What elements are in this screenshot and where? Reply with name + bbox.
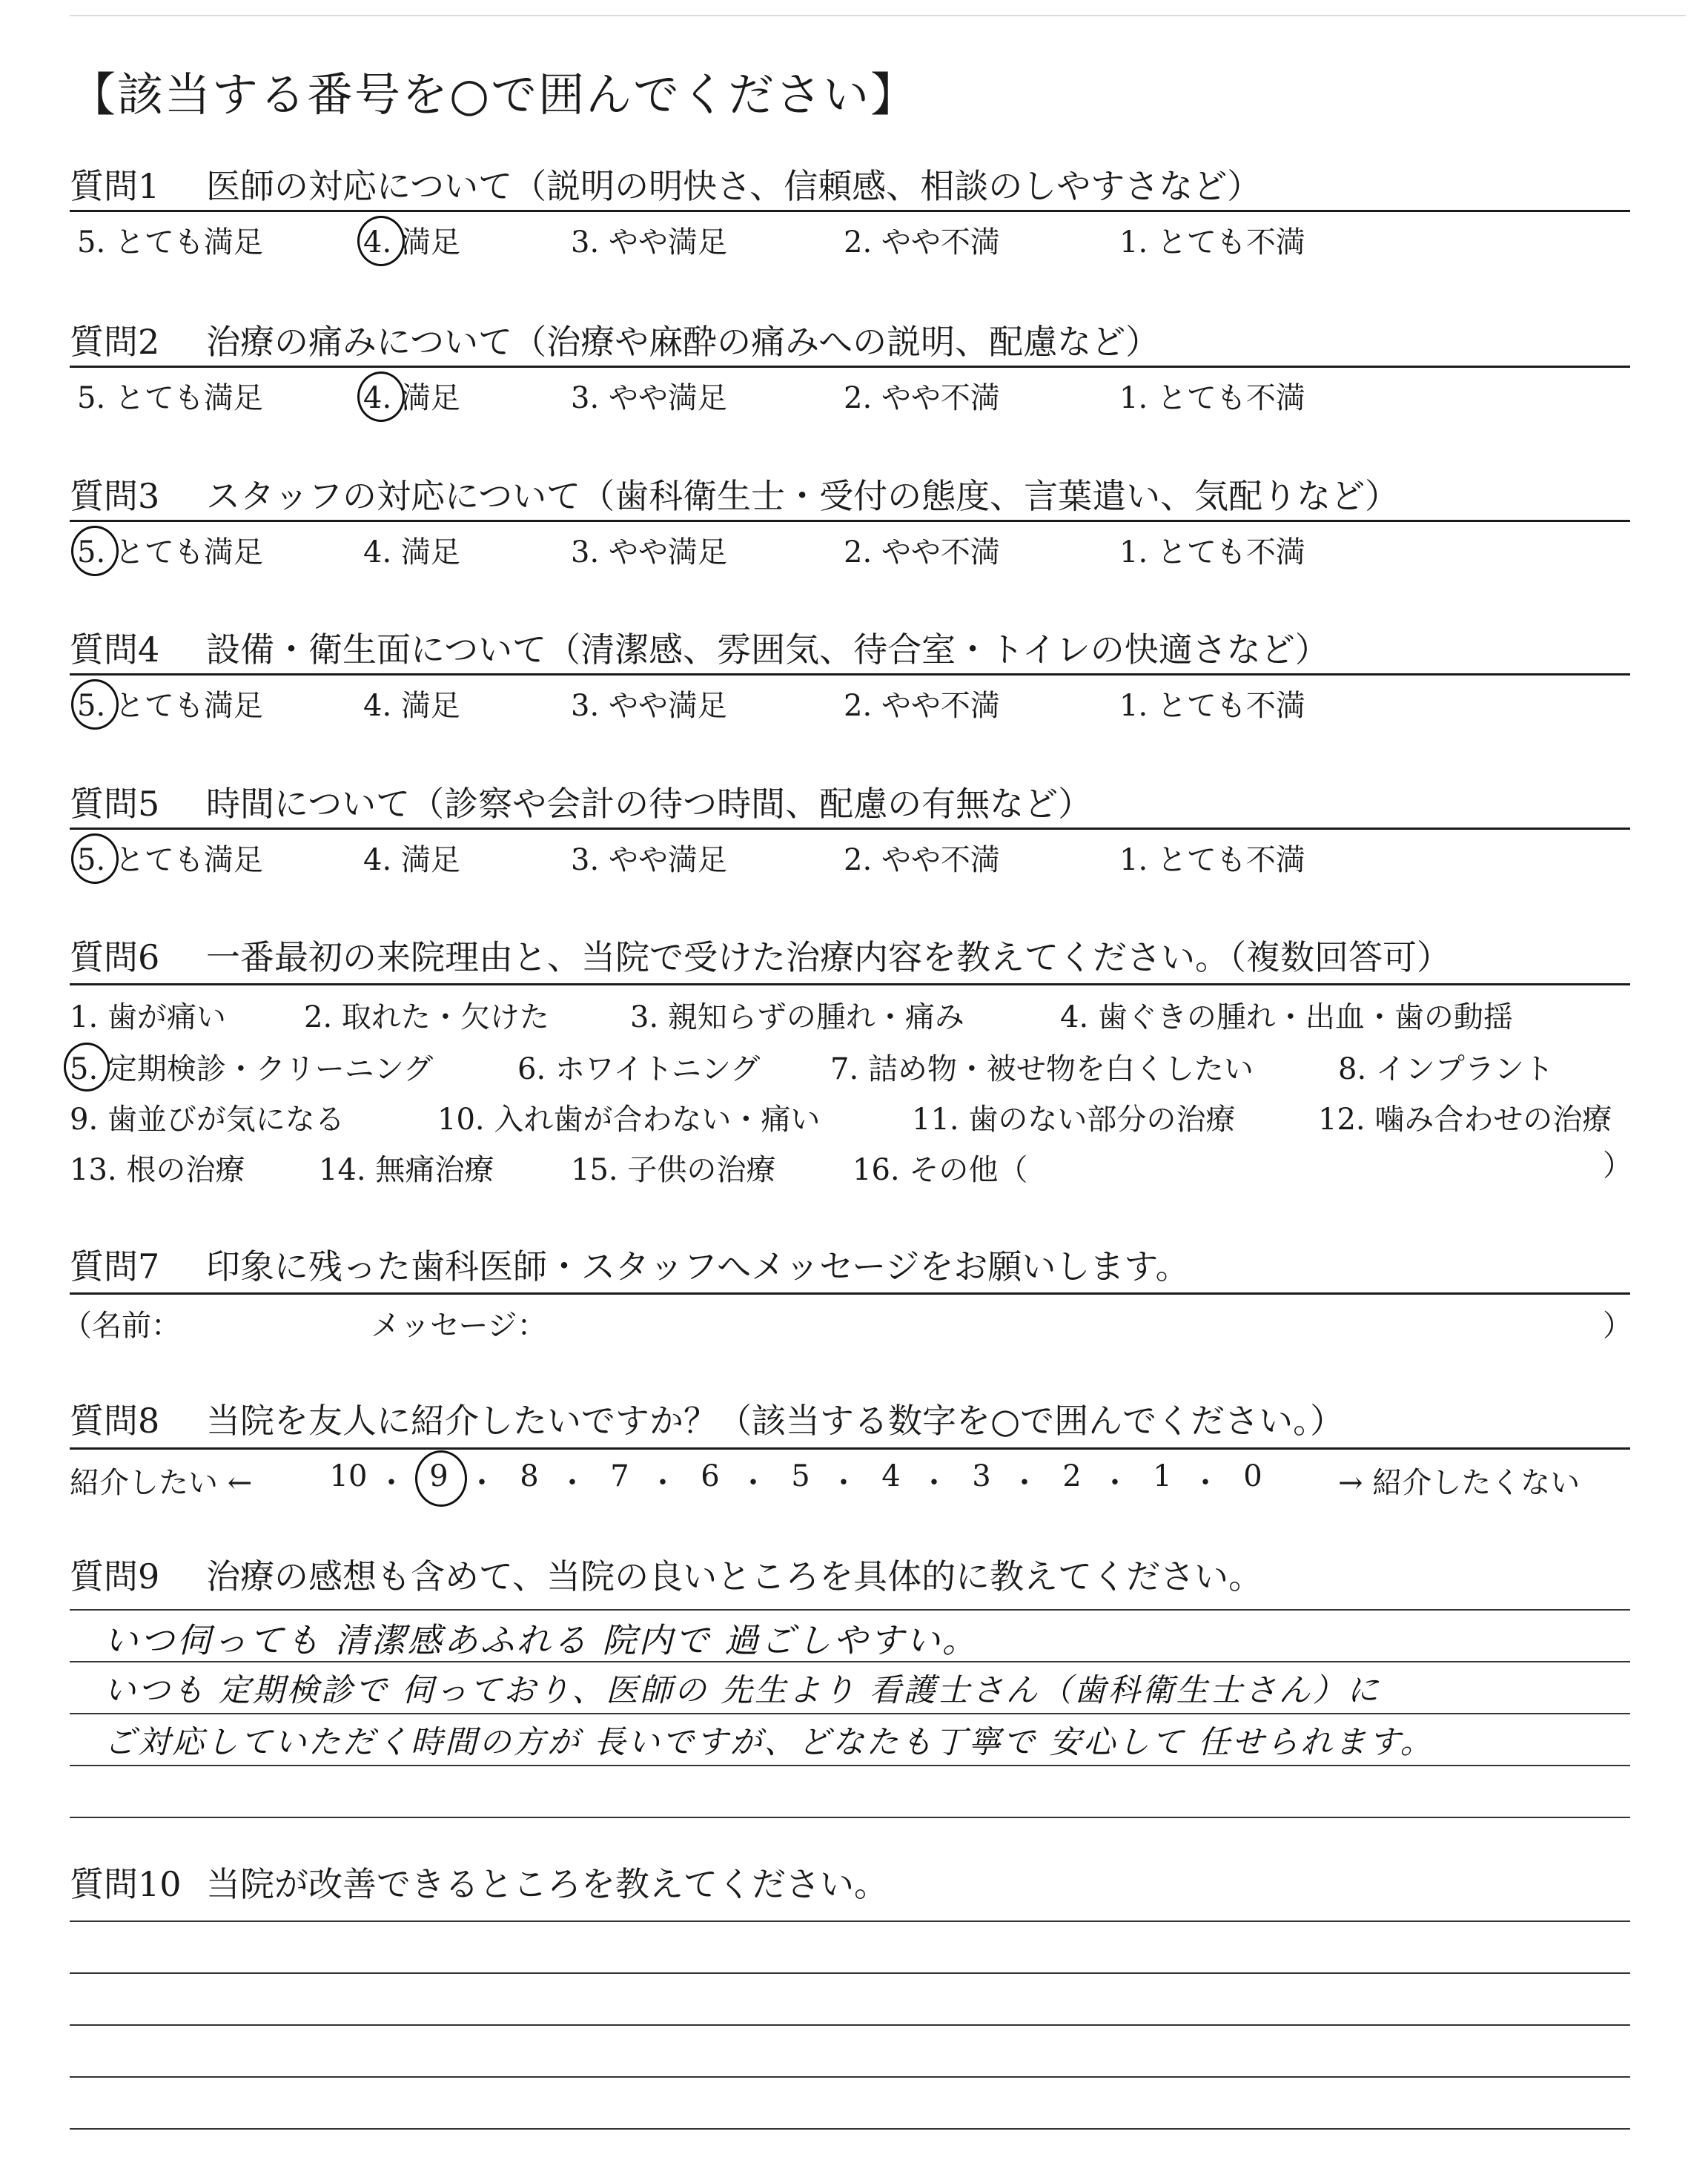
q6-option[interactable]: 11. 歯のない部分の治療	[912, 1103, 1236, 1137]
question-label: 質問2	[70, 322, 160, 362]
question-rule	[70, 520, 1630, 522]
q8-right-label: → 紹介したくない	[1338, 1466, 1580, 1500]
scale-number[interactable]: 1	[1153, 1459, 1172, 1493]
q9-text: 治療の感想も含めて、当院の良いところを具体的に教えてください。	[206, 1556, 1263, 1596]
question-text: スタッフの対応について（歯科衛生士・受付の態度、言葉遣い、気配りなど）	[206, 476, 1400, 516]
selected-answer-circle	[71, 526, 119, 576]
q6-option[interactable]: 1. 歯が痛い	[70, 1000, 226, 1034]
rating-option[interactable]: 2. やや不満	[844, 225, 1000, 260]
selected-answer-circle	[64, 1043, 110, 1091]
rating-option[interactable]: 1. とても不満	[1119, 535, 1305, 569]
rating-option[interactable]: 3. やや満足	[571, 843, 727, 877]
q6-option[interactable]: 2. 取れた・欠けた	[304, 1000, 549, 1034]
q9-writing-line	[70, 1609, 1630, 1611]
scale-number[interactable]: 7	[610, 1459, 629, 1493]
rating-option[interactable]: 4. 満足	[363, 689, 460, 723]
q6-option[interactable]: 8. インプラント	[1338, 1052, 1554, 1086]
scale-separator: ・	[829, 1466, 858, 1500]
question-label: 質問5	[70, 784, 160, 824]
rating-option[interactable]: 5. とても満足	[77, 535, 263, 569]
rating-option[interactable]: 4. 満足	[363, 225, 460, 260]
q6-option[interactable]: 5. 定期検診・クリーニング	[70, 1052, 434, 1086]
q10-writing-line	[70, 2024, 1630, 2026]
scale-separator: ・	[377, 1466, 406, 1500]
question-text: 治療の痛みについて（治療や麻酔の痛みへの説明、配慮など）	[206, 322, 1160, 362]
scale-separator: ・	[557, 1466, 587, 1500]
q10-text: 当院が改善できるところを教えてください。	[206, 1864, 888, 1904]
selected-answer-circle	[415, 1450, 467, 1507]
rating-option[interactable]: 1. とても不満	[1119, 689, 1305, 723]
rating-option[interactable]: 2. やや不満	[844, 843, 1000, 877]
scale-separator: ・	[467, 1466, 497, 1500]
rating-option[interactable]: 2. やや不満	[844, 689, 1000, 723]
question-label: 質問1	[70, 166, 160, 206]
rating-option[interactable]: 5. とても満足	[77, 225, 263, 260]
q6-option[interactable]: 3. 親知らずの腫れ・痛み	[630, 1000, 964, 1034]
q6-close-paren: ）	[1603, 1149, 1632, 1183]
rating-option[interactable]: 2. やや不満	[844, 535, 1000, 569]
q6-option[interactable]: 14. 無痛治療	[319, 1153, 494, 1187]
scale-number[interactable]: 8	[520, 1459, 539, 1493]
q10-label: 質問10	[70, 1864, 182, 1904]
q10-writing-line	[70, 1920, 1630, 1922]
q7-close-paren: ）	[1603, 1309, 1632, 1343]
q7-rule	[70, 1292, 1630, 1295]
q6-option[interactable]: 4. 歯ぐきの腫れ・出血・歯の動揺	[1060, 1000, 1513, 1034]
question-text: 時間について（診察や会計の待つ時間、配慮の有無など）	[206, 784, 1093, 824]
q6-option[interactable]: 15. 子供の治療	[571, 1153, 776, 1187]
rating-option[interactable]: 1. とても不満	[1119, 381, 1305, 415]
q9-writing-line	[70, 1713, 1630, 1714]
scale-separator: ・	[738, 1466, 768, 1500]
rating-option[interactable]: 4. 満足	[363, 535, 460, 569]
q8-label: 質問8	[70, 1401, 160, 1441]
scale-number[interactable]: 6	[701, 1459, 720, 1493]
scale-number[interactable]: 0	[1243, 1459, 1262, 1493]
selected-answer-circle	[357, 216, 405, 266]
q6-option[interactable]: 13. 根の治療	[70, 1153, 245, 1187]
rating-option[interactable]: 3. やや満足	[571, 535, 727, 569]
q7-name-label: （名前：	[62, 1309, 181, 1343]
scale-separator: ・	[1100, 1466, 1130, 1500]
rating-option[interactable]: 1. とても不満	[1119, 843, 1305, 877]
q6-option[interactable]: 12. 噛み合わせの治療	[1318, 1103, 1612, 1137]
q8-rule	[70, 1447, 1630, 1450]
q10-writing-line	[70, 2076, 1630, 2078]
rating-option[interactable]: 3. やや満足	[571, 689, 727, 723]
page-top-edge	[70, 15, 1686, 16]
page-title: 【該当する番号を○で囲んでください】	[70, 67, 918, 122]
q10-writing-line	[70, 2128, 1630, 2130]
rating-option[interactable]: 1. とても不満	[1119, 225, 1305, 260]
rating-option[interactable]: 3. やや満足	[571, 225, 727, 260]
rating-option[interactable]: 2. やや不満	[844, 381, 1000, 415]
q9-answer-line: いつも 定期検診で 伺っており、医師の 先生より 看護士さん（歯科衛生士さん）に	[104, 1672, 1381, 1709]
q6-option[interactable]: 9. 歯並びが気になる	[70, 1103, 345, 1137]
scale-separator: ・	[1191, 1466, 1220, 1500]
q6-label: 質問6	[70, 937, 160, 977]
scale-number[interactable]: 2	[1062, 1459, 1082, 1493]
scale-separator: ・	[1010, 1466, 1039, 1500]
question-text: 設備・衛生面について（清潔感、雰囲気、待合室・トイレの快適さなど）	[206, 630, 1329, 670]
selected-answer-circle	[357, 371, 405, 422]
question-rule	[70, 673, 1630, 676]
scale-number[interactable]: 10	[329, 1459, 368, 1493]
q7-text: 印象に残った歯科医師・スタッフへメッセージをお願いします。	[206, 1246, 1190, 1287]
selected-answer-circle	[71, 679, 119, 730]
rating-option[interactable]: 4. 満足	[363, 381, 460, 415]
q6-rule	[70, 983, 1630, 985]
q9-writing-line	[70, 1817, 1630, 1818]
question-rule	[70, 366, 1630, 368]
rating-option[interactable]: 5. とても満足	[77, 689, 263, 723]
question-text: 医師の対応について（説明の明快さ、信頼感、相談のしやすさなど）	[206, 166, 1262, 206]
question-rule	[70, 828, 1630, 830]
scale-number[interactable]: 4	[881, 1459, 901, 1493]
q10-writing-line	[70, 1972, 1630, 1974]
q6-option[interactable]: 10. 入れ歯が合わない・痛い	[437, 1103, 821, 1137]
q9-answer-line: ご対応していただく時間の方が 長いですが、どなたも丁寧で 安心して 任せられます。	[104, 1724, 1434, 1761]
q8-text: 当院を友人に紹介したいですか？（該当する数字を○で囲んでください。）	[206, 1401, 1345, 1441]
scale-number[interactable]: 3	[972, 1459, 991, 1493]
scale-number[interactable]: 5	[791, 1459, 810, 1493]
q7-label: 質問7	[70, 1246, 160, 1287]
scale-separator: ・	[648, 1466, 678, 1500]
q6-option[interactable]: 6. ホワイトニング	[517, 1052, 761, 1086]
q9-writing-line	[70, 1765, 1630, 1766]
q9-answer-line: いつ伺っても 清潔感あふれる 院内で 過ごしやすい。	[104, 1620, 979, 1660]
question-label: 質問4	[70, 630, 160, 670]
q9-label: 質問9	[70, 1556, 160, 1596]
q6-option[interactable]: 16. その他（	[853, 1153, 1028, 1187]
q6-text: 一番最初の来院理由と、当院で受けた治療内容を教えてください。（複数回答可）	[206, 937, 1451, 977]
q7-message-label: メッセージ：	[371, 1309, 547, 1343]
scale-separator: ・	[919, 1466, 949, 1500]
rating-option[interactable]: 3. やや満足	[571, 381, 727, 415]
q8-left-label: 紹介したい ←	[70, 1466, 253, 1500]
selected-answer-circle	[71, 833, 119, 884]
rating-option[interactable]: 5. とても満足	[77, 381, 263, 415]
question-label: 質問3	[70, 476, 160, 516]
question-rule	[70, 210, 1630, 212]
scale-number[interactable]: 9	[429, 1459, 448, 1493]
rating-option[interactable]: 5. とても満足	[77, 843, 263, 877]
rating-option[interactable]: 4. 満足	[363, 843, 460, 877]
q6-option[interactable]: 7. 詰め物・被せ物を白くしたい	[830, 1052, 1254, 1086]
